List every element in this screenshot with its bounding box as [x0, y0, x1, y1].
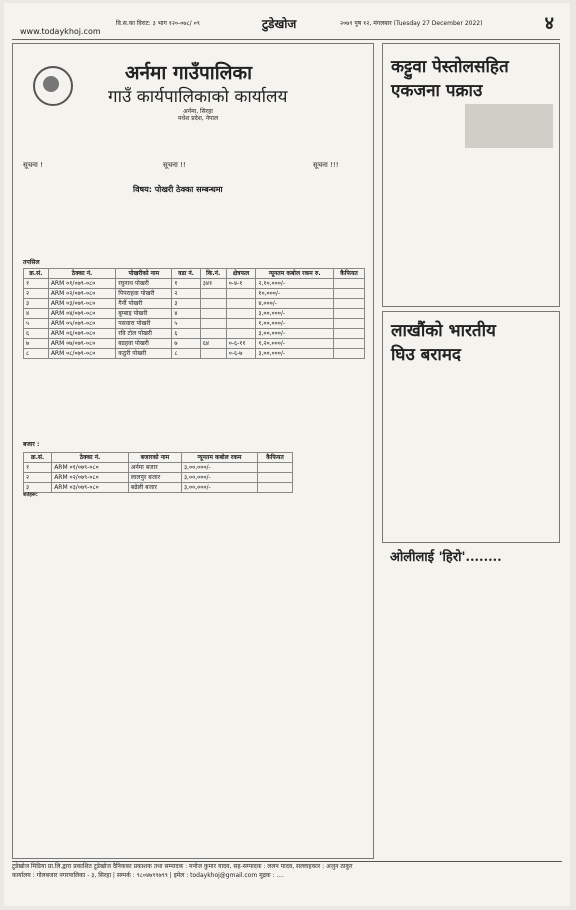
news-story-pistol: [382, 43, 560, 307]
table-cell: [334, 309, 365, 319]
page-number: ४: [544, 13, 554, 34]
table-cell: [200, 309, 226, 319]
table-cell: ३: [24, 483, 52, 493]
table-a-header-5: क्षेत्रफल: [226, 269, 256, 279]
table-a-header-3: वडा नं.: [172, 269, 200, 279]
table-cell: ARM ०४/०७९-०८०: [48, 309, 115, 319]
table-cell: १: [24, 279, 49, 289]
table-cell: ARM ०५/०७९-०८०: [48, 319, 115, 329]
table-a-header-1: ठेक्का नं.: [48, 269, 115, 279]
masthead-left: वि.स.का विराट: ३ भाग १२०-०७८/ ०९: [116, 20, 200, 27]
table-cell: [226, 289, 256, 299]
news-story-oli: [382, 547, 558, 855]
table-a-header-6: न्यूनतम कबोल रकम रु.: [256, 269, 334, 279]
table-cell: [257, 463, 292, 473]
table-cell: ARM ०१/०७९-०८०: [48, 279, 115, 289]
table-cell: १: [24, 463, 52, 473]
notice-label-left: सूचना !: [23, 161, 43, 169]
table-b-heading: बजार :: [23, 441, 40, 448]
table-cell: ३,००,०००/-: [256, 349, 334, 359]
table-cell: ०-६-७: [226, 349, 256, 359]
table-cell: ३,००,०००/-: [181, 463, 257, 473]
notice-subtitle: गाउँ कार्यपालिकाको कार्यालय: [108, 87, 288, 107]
table-cell: ४: [172, 309, 200, 319]
footer-line-2: कार्यालय : गोलबजार नगरपालिका - ३, सिरहा | सम्पर्क : ९८०४७९९७९९ | इमेल : todaykhoj@gmail.com मुद्रक : ....: [12, 872, 284, 879]
table-cell: ARM ०८/०७९-०८०: [48, 349, 115, 359]
newspaper-name: टुडेखोज: [262, 17, 297, 31]
table-cell: ARM ०७/०७९-०८०: [48, 339, 115, 349]
website-link[interactable]: www.todaykhoj.com: [20, 27, 101, 36]
news-story-ghee: [382, 311, 560, 543]
table-cell: [257, 483, 292, 493]
table-row: [24, 349, 365, 359]
table-cell: १०,०००/-: [256, 289, 334, 299]
table-cell: रघुनाथ पोखरी: [116, 279, 172, 289]
table-cell: बडहवा पोखरी: [116, 339, 172, 349]
table-cell: ६४: [200, 339, 226, 349]
table-cell: ३४१: [200, 279, 226, 289]
table-row: [24, 289, 365, 299]
table-a-header-0: क्र.सं.: [24, 269, 49, 279]
conditions-heading: शर्तहरू:: [23, 492, 38, 498]
table-row: [24, 473, 293, 483]
table-cell: [334, 289, 365, 299]
pistol-photo: [465, 104, 553, 148]
table-cell: [334, 319, 365, 329]
table-row: [24, 279, 365, 289]
table-cell: ३,००,०००/-: [181, 483, 257, 493]
table-cell: ARM ०३/०७९-०८०: [48, 299, 115, 309]
table-b-header-4: कैफियत: [257, 453, 292, 463]
table-cell: २: [24, 473, 52, 483]
table-cell: ६: [172, 329, 200, 339]
table-cell: अर्नमा बजार: [128, 463, 181, 473]
table-row: [24, 309, 365, 319]
table-row: [24, 463, 293, 473]
table-a-header-4: कि.नं.: [200, 269, 226, 279]
table-b-header-2: बजारको नाम: [128, 453, 181, 463]
masthead: [12, 9, 560, 40]
footer-imprint: [12, 861, 562, 886]
table-b-header-3: न्यूनतम कबोल रकम: [181, 453, 257, 463]
table-cell: १,२०,०००/-: [256, 339, 334, 349]
story3-headline: ओलीलाई 'हिरो'........: [390, 550, 502, 565]
table-b-header-0: क्र.सं.: [24, 453, 52, 463]
table-cell: २,१०,०००/-: [256, 279, 334, 289]
table-cell: [200, 289, 226, 299]
conditions-section: [23, 492, 363, 499]
table-cell: ८: [24, 349, 49, 359]
table-cell: ४,०००/-: [256, 299, 334, 309]
table-row: [24, 319, 365, 329]
story1-headline-1: कट्टुवा पेस्तोलसहित: [391, 57, 509, 77]
government-emblem-icon: [33, 66, 73, 106]
table-cell: ARM ०१/०७९-०८०: [52, 463, 129, 473]
table-cell: [200, 349, 226, 359]
story2-headline-1: लाखौंको भारतीय: [391, 321, 496, 341]
table-cell: बुम्बाइ पोखरी: [116, 309, 172, 319]
table-cell: २: [172, 289, 200, 299]
notice-label-right: सूचना !!!: [313, 161, 339, 169]
table-a-header-2: पोखरीको नाम: [116, 269, 172, 279]
table-cell: गैर्नी पोखरी: [116, 299, 172, 309]
table-cell: ३,००,०००/-: [181, 473, 257, 483]
table-cell: [334, 299, 365, 309]
table-a-heading: तपसिल: [23, 259, 40, 266]
footer-line-1: टुडेखोज मिडिया प्रा.लि.द्वारा प्रकाशित टुडेखोज दैनिकका प्रकाशक तथा सम्पादक : मनोज कुमार यादव, सह-सम्पादक : ललन यादव, सल्लाहकार : अजुन ठाकुर: [12, 863, 353, 870]
table-cell: ४: [24, 309, 49, 319]
table-cell: ५: [24, 319, 49, 329]
table-cell: ARM ०६/०७९-०८०: [48, 329, 115, 339]
table-row: [24, 483, 293, 493]
table-cell: [226, 319, 256, 329]
table-cell: [226, 299, 256, 309]
table-cell: पिपराहवा पोखरी: [116, 289, 172, 299]
market-contract-table: [23, 452, 293, 493]
table-cell: ARM ०२/०७९-०८०: [52, 473, 129, 483]
notice-subject: विषय: पोखरी ठेक्का सम्बन्धमा: [133, 185, 223, 194]
pond-contract-table: [23, 268, 365, 359]
table-cell: ५: [172, 319, 200, 329]
public-notice: [12, 43, 374, 859]
table-cell: [257, 473, 292, 483]
newspaper-page: [4, 3, 570, 906]
news-column: [382, 43, 562, 857]
table-cell: [334, 339, 365, 349]
table-cell: ७: [172, 339, 200, 349]
table-cell: कठुरी पोखरी: [116, 349, 172, 359]
table-cell: बढेली बजार: [128, 483, 181, 493]
table-cell: [226, 309, 256, 319]
table-cell: ARM ०३/०७९-०८०: [52, 483, 129, 493]
table-cell: रवि टोल पोखरी: [116, 329, 172, 339]
table-cell: ६: [24, 329, 49, 339]
table-cell: ३: [24, 299, 49, 309]
table-cell: ३: [172, 299, 200, 309]
masthead-date: २०७९ पुष १२, मंगलबार (Tuesday 27 December 2022): [340, 20, 483, 27]
table-row: [24, 339, 365, 349]
notice-title: अर्नमा गाउँपालिका: [125, 62, 253, 84]
table-cell: ०-६-११: [226, 339, 256, 349]
table-row: [24, 299, 365, 309]
table-cell: ७: [24, 339, 49, 349]
story1-headline-2: एकजना पक्राउ: [391, 81, 483, 101]
table-cell: ARM ०२/०७९-०८०: [48, 289, 115, 299]
table-cell: [334, 329, 365, 339]
table-a-header-7: कैफियत: [334, 269, 365, 279]
table-cell: ३,००,०००/-: [256, 309, 334, 319]
table-cell: १: [172, 279, 200, 289]
table-cell: [200, 329, 226, 339]
table-cell: २: [24, 289, 49, 299]
notice-address: अर्नमा, सिरहा मधेश प्रदेश, नेपाल: [177, 108, 219, 122]
table-cell: [226, 329, 256, 339]
table-cell: [334, 279, 365, 289]
table-cell: [200, 299, 226, 309]
story2-headline-2: घिउ बरामद: [391, 345, 461, 365]
table-cell: १,००,०००/-: [256, 319, 334, 329]
table-cell: [334, 349, 365, 359]
table-cell: ०-४-१: [226, 279, 256, 289]
table-cell: पसवारा पोखरी: [116, 319, 172, 329]
notice-label-center: सूचना !!: [163, 161, 186, 169]
table-cell: ८: [172, 349, 200, 359]
table-b-header-1: ठेक्का नं.: [52, 453, 129, 463]
table-row: [24, 329, 365, 339]
table-cell: लालपुर बजार: [128, 473, 181, 483]
table-cell: [200, 319, 226, 329]
table-cell: ३,००,०००/-: [256, 329, 334, 339]
